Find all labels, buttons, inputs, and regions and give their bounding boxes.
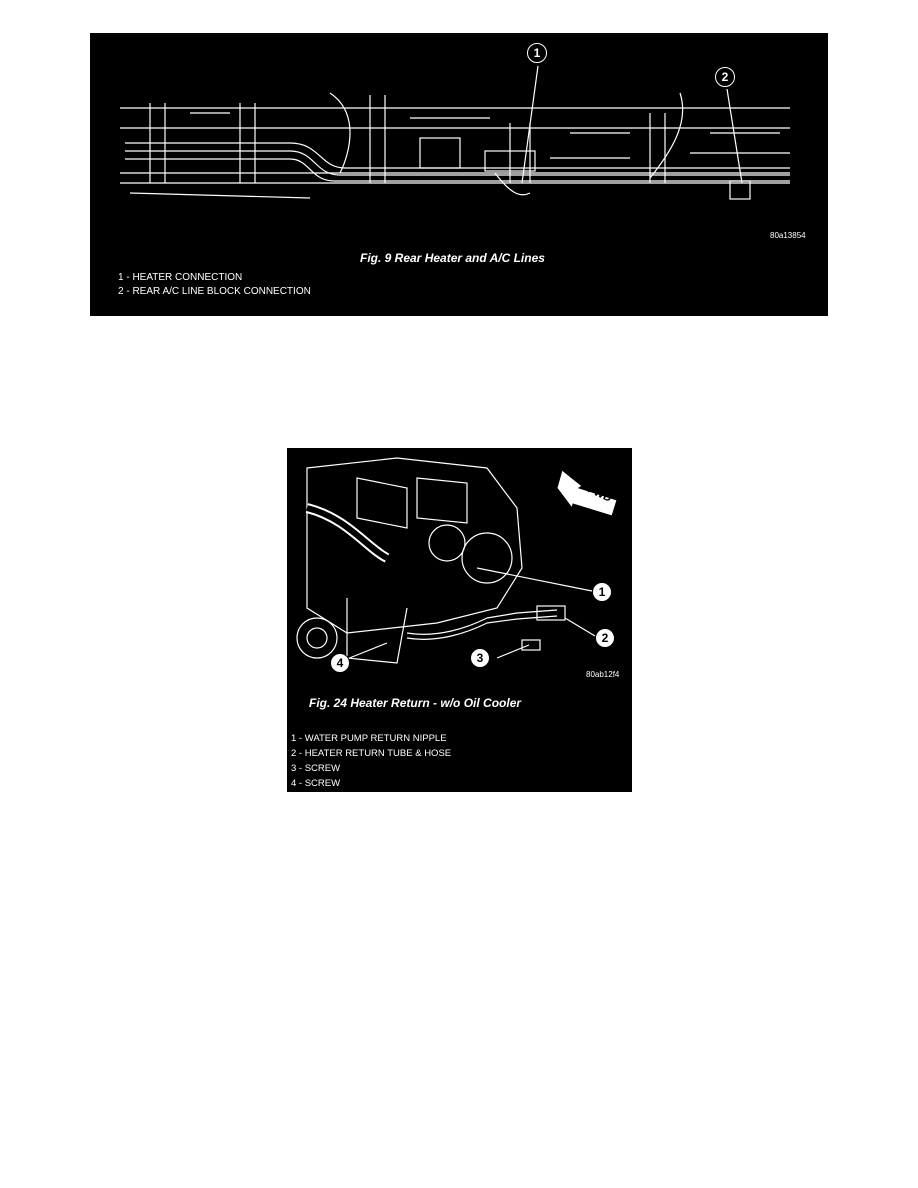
figure-caption: Fig. 24 Heater Return - w/o Oil Cooler <box>309 696 522 710</box>
callout-2: 2 <box>595 628 615 648</box>
legend-item: 2 - HEATER RETURN TUBE & HOSE <box>291 748 452 759</box>
figure-rear-heater-ac-lines <box>90 33 828 316</box>
legend-item: 1 - WATER PUMP RETURN NIPPLE <box>291 733 447 744</box>
callout-4: 4 <box>330 653 350 673</box>
legend-item: 3 - SCREW <box>291 763 341 774</box>
legend-item: 1 - HEATER CONNECTION <box>118 272 243 283</box>
callout-3: 3 <box>470 648 490 668</box>
figure-caption: Fig. 9 Rear Heater and A/C Lines <box>360 251 545 265</box>
legend <box>291 731 451 791</box>
figure-heater-return <box>287 448 632 792</box>
fwd-label: FWD <box>585 483 614 505</box>
callout-2: 2 <box>715 67 735 87</box>
image-code: 80ab12f4 <box>586 670 620 679</box>
callout-1: 1 <box>527 43 547 63</box>
callout-1: 1 <box>592 582 612 602</box>
legend-item: 4 - SCREW <box>291 778 341 789</box>
legend-item: 2 - REAR A/C LINE BLOCK CONNECTION <box>118 286 311 297</box>
image-code: 80a13854 <box>770 231 806 240</box>
legend <box>118 271 311 299</box>
